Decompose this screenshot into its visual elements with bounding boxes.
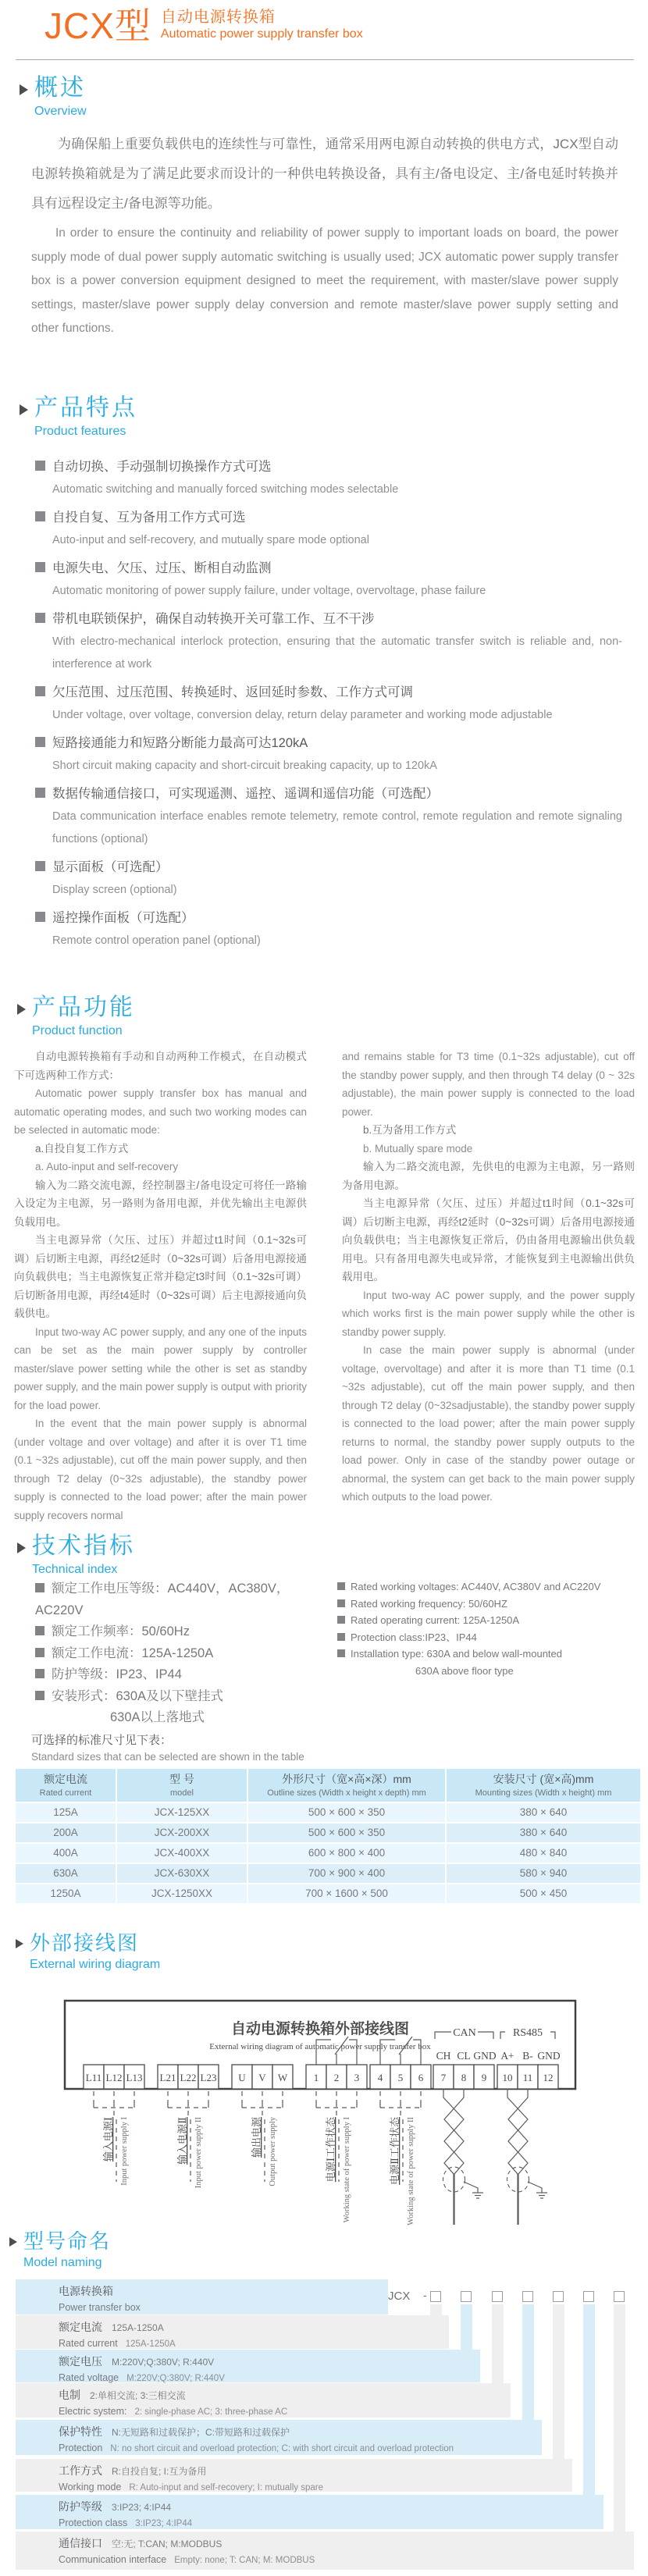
signal-label: CH xyxy=(436,2050,451,2062)
feature-cn: 带机电联锁保护，确保自动转换开关可靠工作、互不干涉 xyxy=(52,612,375,626)
model-code-box xyxy=(583,2291,594,2302)
heading-cn: 概述 xyxy=(34,75,86,101)
naming-row xyxy=(16,2495,603,2529)
function-paragraph: 当主电源异常（欠压、过压）并超过t1时间（0.1~32s可调）后切断主电源，再经t2延时（0~32s可调）后备用电源接通向负载供电；当主电源恢复正常后，仍由备用电源输出供负载用电。只有备用电源失电或异常，才能恢复到主电源输出供负载用电。 xyxy=(342,1197,635,1283)
can-bracket xyxy=(435,2027,493,2039)
naming-code-strip xyxy=(614,2304,625,2532)
table-row: 125A JCX-125XX 500 × 600 × 350 380 × 640 xyxy=(16,1803,640,1822)
section-marker-icon xyxy=(16,1939,23,1948)
tech-item: 防护等级：IP23、IP44 xyxy=(35,1664,324,1686)
product-title-en: Automatic power supply transfer box xyxy=(160,27,363,41)
heading-cn: 产品特点 xyxy=(34,395,137,421)
bullet-square-icon xyxy=(337,1599,345,1607)
feature-item xyxy=(35,906,622,952)
feature-item xyxy=(35,681,622,727)
model-code-dash: - xyxy=(423,2289,427,2301)
naming-value-en: R: Auto-input and self-recovery; I: mutually spare xyxy=(129,2483,324,2492)
heading-en: Model naming xyxy=(23,2256,102,2269)
bullet-square-icon xyxy=(35,511,45,521)
terminal-label: L13 xyxy=(126,2072,143,2083)
terminal-label: L22 xyxy=(180,2072,197,2083)
column-header: 外形尺寸（宽×高×深）mm Outline sizes (Width x height x depth) mm xyxy=(248,1769,445,1802)
terminal-label: W xyxy=(277,2072,288,2083)
table-intro-cn: 可选择的标准尺寸见下表： xyxy=(31,1734,173,1747)
feature-item xyxy=(35,731,622,777)
feature-item xyxy=(35,455,622,501)
bullet-square-icon xyxy=(35,686,45,696)
function-paragraph: 输入为二路交流电源，经控制器主/备电设定可将任一路输入设定为主电源，另一路则为备用电源，并优先输出主电源供负载用电。 xyxy=(14,1179,307,1228)
model-code-box xyxy=(522,2291,533,2302)
feature-cn: 数据传输通信接口，可实现遥测、遥控、遥调和遥信功能（可选配） xyxy=(52,787,439,801)
heading-cn: 型号命名 xyxy=(23,2229,112,2253)
feature-cn: 短路接通能力和短路分断能力最高可达120kA xyxy=(52,736,308,750)
naming-code-strip xyxy=(553,2304,564,2459)
feature-en: Under voltage, over voltage, conversion delay, return delay parameter and working mode adjustable xyxy=(52,709,553,721)
bullet-square-icon xyxy=(35,613,45,623)
group-label-en: Input power supply I xyxy=(120,2117,129,2186)
bullet-square-icon xyxy=(337,1649,345,1657)
tech-item: 额定工作电流：125A-1250A xyxy=(35,1643,324,1665)
wire-group-brackets xyxy=(94,2091,421,2117)
naming-row xyxy=(16,2350,480,2382)
naming-row xyxy=(16,2315,449,2349)
terminal-label: L12 xyxy=(105,2072,123,2083)
group-label-cn: 输入电源Ⅱ xyxy=(176,2117,188,2165)
group-label-en: Output power supply xyxy=(269,2117,277,2186)
naming-label-cn: 通信接口 xyxy=(59,2537,102,2549)
naming-value-cn: 3:IP23; 4:IP44 xyxy=(112,2502,172,2513)
feature-en: Automatic monitoring of power supply failure, under voltage, overvoltage, phase failure xyxy=(52,585,486,597)
naming-code-strip xyxy=(461,2304,472,2350)
bullet-square-icon xyxy=(35,461,45,471)
naming-label-cn: 额定电流 xyxy=(59,2321,102,2333)
naming-row xyxy=(16,2459,572,2492)
feature-en: Remote control operation panel (optional) xyxy=(52,934,261,947)
heading-en: Product function xyxy=(32,1024,123,1037)
terminal-label: L11 xyxy=(85,2072,102,2083)
external-wiring-diagram xyxy=(0,1987,648,2256)
group-label-en: Working state of power supply I xyxy=(343,2117,351,2223)
function-paragraph: a. Auto-input and self-recovery xyxy=(35,1161,179,1172)
can-label: CAN xyxy=(453,2027,476,2039)
naming-label-en: Working mode xyxy=(59,2482,122,2492)
function-paragraph: b. Mutually spare mode xyxy=(363,1142,473,1155)
naming-label-en: Electric system: xyxy=(59,2406,127,2417)
naming-value-en: Empty: none; T: CAN; M: MODBUS xyxy=(174,2556,315,2565)
naming-label-en: Rated voltage xyxy=(59,2372,119,2383)
heading-en: Overview xyxy=(34,105,87,118)
table-row: 200A JCX-200XX 500 × 600 × 350 380 × 640 xyxy=(16,1823,640,1842)
feature-item xyxy=(35,506,622,552)
naming-label-en: Power transfer box xyxy=(59,2302,141,2313)
function-paragraph: and remains stable for T3 time (0.1~32s adjustable), cut off the standby power supply, and then through T4 delay (0 ~ 32s adjustable), the main power supply is connected to the load power. xyxy=(342,1051,635,1118)
column-header: 型 号 model xyxy=(117,1769,247,1802)
function-paragraph: 当主电源异常（欠压、过压）并超过t1时间（0.1~32s可调）后切断主电源，再经t2延时（0~32s可调）后备用电源接通向负载供电；当主电源恢复正常并稳定t3时间（0.1~32s可调）后切断备用电源，再经t4延时（0~32s可调）后主电源接通向负载供电。 xyxy=(14,1234,307,1319)
column-header: 安装尺寸 (宽×高)mm Mounting sizes (Width x height) mm xyxy=(447,1769,640,1802)
group-label-en: Working state of power supply II xyxy=(407,2117,415,2226)
naming-label-en: Protection xyxy=(59,2443,103,2453)
group-label-cn: 电源Ⅱ工作状态 xyxy=(389,2117,401,2185)
twisted-pair-rs485 xyxy=(507,2089,548,2225)
rs485-bracket xyxy=(500,2027,555,2039)
section-marker-icon xyxy=(17,1004,26,1015)
tech-item: 额定工作频率：50/60Hz xyxy=(35,1621,324,1643)
product-title-cn: 自动电源转换箱 xyxy=(160,9,276,26)
tech-item: Rated operating current: 125A-1250A xyxy=(337,1612,634,1629)
heading-en: Product features xyxy=(34,425,126,438)
diagram-title-cn: 自动电源转换箱外部接线图 xyxy=(230,2021,410,2037)
naming-label-en: Communication interface xyxy=(59,2554,167,2565)
terminal-label: L21 xyxy=(159,2072,176,2083)
title-divider xyxy=(16,59,634,60)
naming-label-cn: 额定电压 xyxy=(59,2355,102,2368)
section-heading-overview xyxy=(20,75,87,120)
section-heading-wiring xyxy=(16,1931,160,1973)
table-intro-en: Standard sizes that can be selected are shown in the table xyxy=(31,1751,304,1763)
bullet-square-icon xyxy=(337,1633,345,1641)
naming-value-cn: 2:单相交流; 3:三相交流 xyxy=(90,2390,186,2401)
terminal-label: 11 xyxy=(522,2072,533,2083)
product-model-title: JCX型 xyxy=(45,5,151,46)
terminal-label: 3 xyxy=(354,2072,360,2083)
tech-item: Protection class:IP23、IP44 xyxy=(337,1629,634,1646)
model-code-prefix: JCX xyxy=(388,2290,411,2303)
feature-list xyxy=(35,455,622,957)
bullet-square-icon xyxy=(35,1626,45,1635)
feature-en: Data communication interface enables remote telemetry, remote control, remote regulation and remote signaling functions (optional) xyxy=(52,810,622,845)
bullet-square-icon xyxy=(35,1691,45,1700)
feature-cn: 自投自复、互为备用工作方式可选 xyxy=(52,511,246,525)
page-title xyxy=(45,5,363,46)
group-label-cn: 电源Ⅰ工作状态 xyxy=(325,2117,336,2183)
terminal-label: U xyxy=(238,2072,246,2083)
naming-label-cn: 防护等级 xyxy=(59,2500,102,2513)
feature-item xyxy=(35,557,622,603)
terminal-label: L23 xyxy=(200,2072,217,2083)
feature-en: Automatic switching and manually forced switching modes selectable xyxy=(52,483,399,496)
bullet-square-icon xyxy=(35,562,45,572)
function-column-right xyxy=(342,1048,635,1507)
heading-cn: 外部接线图 xyxy=(30,1931,140,1955)
naming-label-cn: 工作方式 xyxy=(59,2464,102,2477)
bullet-square-icon xyxy=(35,788,45,798)
section-marker-icon xyxy=(20,404,28,415)
feature-en: Short circuit making capacity and short-circuit breaking capacity, up to 120kA xyxy=(52,760,437,772)
section-heading-features xyxy=(20,395,137,440)
terminal-label: 9 xyxy=(481,2072,487,2083)
section-marker-icon xyxy=(20,84,28,95)
naming-row xyxy=(16,2279,388,2314)
terminal-label: 2 xyxy=(333,2072,340,2083)
feature-cn: 欠压范围、过压范围、转换延时、返回延时参数、工作方式可调 xyxy=(52,685,413,699)
technical-list-en xyxy=(337,1578,634,1679)
bullet-square-icon xyxy=(337,1616,345,1624)
terminal-label: 1 xyxy=(313,2072,319,2083)
model-code-box xyxy=(461,2291,472,2302)
function-paragraph: In the event that the main power supply is abnormal (under voltage and over voltage) and after it is over T1 time (0.1 ~32s adjustable), cut off the main power supply, and then through T2 delay (0~32s adjustable), the standby power supply is connected to the load power; after the main power supply recovers normal xyxy=(14,1418,307,1521)
terminal-label: 12 xyxy=(543,2072,554,2083)
signal-label: CL xyxy=(457,2050,471,2062)
bullet-square-icon xyxy=(35,861,45,871)
table-row: 400A JCX-400XX 600 × 800 × 400 480 × 840 xyxy=(16,1844,640,1863)
heading-en: External wiring diagram xyxy=(30,1958,161,1971)
overview-paragraph-cn: 为确保船上重要负载供电的连续性与可靠性，通常采用两电源自动转换的供电方式，JCX型自动电源转换箱就是为了满足此要求而设计的一种供电转换设备，具有主/备电设定、主/备电延时转换并具有远程设定主/备电源等功能。 xyxy=(31,137,618,211)
naming-code-strip xyxy=(492,2304,504,2383)
section-heading-technical xyxy=(17,1533,135,1578)
bullet-square-icon xyxy=(35,1648,45,1657)
naming-value-cn: 125A-1250A xyxy=(112,2322,164,2333)
bullet-square-icon xyxy=(35,737,45,747)
model-code-box xyxy=(553,2291,564,2302)
terminal-label: 10 xyxy=(502,2072,513,2083)
naming-label-cn: 电制 xyxy=(59,2389,80,2401)
feature-en: With electro-mechanical interlock protection, ensuring that the automatic transfer switch is reliable and, non-interference at work xyxy=(52,635,622,671)
table-header-row xyxy=(16,1769,640,1802)
signal-label: GND xyxy=(537,2050,561,2062)
naming-code-strip xyxy=(430,2304,442,2315)
rs485-label: RS485 xyxy=(512,2027,543,2039)
standard-sizes-table xyxy=(16,1769,640,1905)
naming-label-cn: 保护特性 xyxy=(59,2425,102,2438)
bullet-square-icon xyxy=(35,912,45,922)
wire-group-labels xyxy=(102,2116,415,2226)
terminal-blocks xyxy=(84,2065,558,2089)
tech-item-continuation: 630A以上落地式 xyxy=(110,1710,205,1724)
tech-item: 额定工作电压等级：AC440V，AC380V，AC220V xyxy=(35,1582,290,1617)
naming-code-strip xyxy=(522,2304,534,2420)
function-paragraph: 输入为二路交流电源，先供电的电源为主电源，另一路则为备用电源。 xyxy=(342,1161,635,1191)
heading-en: Technical index xyxy=(32,1563,118,1576)
section-heading-function xyxy=(17,994,135,1040)
tech-item-continuation: 630A above floor type xyxy=(415,1664,514,1677)
overview-paragraph-en: In order to ensure the continuity and reliability of power supply to important loads on board, the power supply mode of dual power supply automatic switching is usually used; JCX automatic power supply transfer box is a power conversion equipment designed to meet the requirement, with master/slave power supply settings, master/slave power supply delay conversion and remote master/slave power supply setting and other functions. xyxy=(31,226,618,335)
function-paragraph: In case the main power supply is abnormal (under voltage, overvoltage) and after it is more than T1 time (0.1 ~32s adjustable), cut off the main power supply, and then through T2 delay (0~32sadjustable), the standby power supply is connected to the load power; after the main power supply returns to normal, the standby power supply outputs to the load power. Only in case of the standby power outage or abnormal, the system can get back to the main power supply which outputs to the load power. xyxy=(342,1344,635,1503)
group-label-cn: 输出电源 xyxy=(251,2117,262,2158)
naming-value-en: M:220V;Q:380V; R:440V xyxy=(126,2374,225,2383)
section-heading-naming xyxy=(9,2229,111,2272)
terminal-label: V xyxy=(258,2072,266,2083)
feature-item xyxy=(35,607,622,676)
naming-row xyxy=(16,2532,634,2570)
group-label-en: Input power supply II xyxy=(194,2117,203,2189)
tech-item: Rated working frequency: 50/60HZ xyxy=(337,1596,634,1613)
table-row: 630A JCX-630XX 700 × 900 × 400 580 × 940 xyxy=(16,1864,640,1883)
heading-cn: 产品功能 xyxy=(32,994,135,1020)
function-paragraph: Automatic power supply transfer box has manual and automatic operating modes, and such two working modes can be selected in automatic mode: xyxy=(14,1087,307,1136)
twisted-pair-can xyxy=(443,2089,484,2225)
model-code-box xyxy=(492,2291,503,2302)
table-row: 1250A JCX-1250XX 700 × 1600 × 500 500 × 450 xyxy=(16,1884,640,1903)
naming-value-en: N: no short circuit and overload protection; C: with short circuit and overload protection xyxy=(110,2444,454,2453)
signal-label: A+ xyxy=(500,2050,514,2062)
terminal-label: 7 xyxy=(440,2072,447,2083)
naming-value-en: 125A-1250A xyxy=(125,2339,176,2349)
naming-value-cn: M:220V;Q:380V; R:440V xyxy=(112,2357,215,2368)
feature-cn: 电源失电、欠压、过压、断相自动监测 xyxy=(52,561,272,575)
terminal-label: 6 xyxy=(418,2072,424,2083)
model-code-box xyxy=(614,2291,625,2302)
function-paragraph: a.自投自复工作方式 xyxy=(35,1142,129,1155)
function-paragraph: 自动电源转换箱有手动和自动两种工作模式，在自动模式下可选两种工作方式： xyxy=(14,1051,307,1081)
feature-cn: 遥控操作面板（可选配） xyxy=(52,911,194,925)
tech-item: 安装形式：630A及以下壁挂式 xyxy=(35,1686,324,1708)
model-code-box xyxy=(430,2291,441,2302)
naming-value-en: 2: single-phase AC; 3: three-phase AC xyxy=(134,2407,288,2417)
technical-list-cn xyxy=(35,1578,324,1729)
feature-item xyxy=(35,782,622,851)
naming-row xyxy=(16,2420,542,2455)
naming-value-en: 3:IP23; 4:IP44 xyxy=(135,2519,193,2528)
section-marker-icon xyxy=(9,2237,17,2247)
naming-value-cn: N:无短路和过载保护；C:带短路和过载保护 xyxy=(112,2427,290,2438)
signal-label: B- xyxy=(522,2050,533,2062)
bullet-square-icon xyxy=(35,1669,45,1678)
naming-label-en: Protection class xyxy=(59,2517,128,2528)
terminal-label: 8 xyxy=(461,2072,467,2083)
naming-value-cn: R:自投自复; I:互为备用 xyxy=(112,2466,207,2477)
signal-label: GND xyxy=(473,2050,497,2062)
tech-item: Installation type: 630A and below wall-mounted xyxy=(337,1646,634,1663)
feature-cn: 自动切换、手动强制切换操作方式可选 xyxy=(52,460,272,474)
tech-item: Rated working voltages: AC440V, AC380V and AC220V xyxy=(337,1578,634,1596)
diagram-title-en: External wiring diagram of automatic power supply transfer box xyxy=(209,2042,431,2051)
function-column-left xyxy=(14,1048,307,1525)
bullet-square-icon xyxy=(337,1582,345,1590)
naming-value-cn: 空:无; T:CAN; M:MODBUS xyxy=(112,2539,223,2549)
heading-cn: 技术指标 xyxy=(32,1533,135,1559)
function-paragraph: b.互为备用工作方式 xyxy=(363,1124,457,1136)
feature-en: Auto-input and self-recovery, and mutually spare mode optional xyxy=(52,534,369,546)
naming-label-cn: 电源转换箱 xyxy=(59,2285,113,2297)
column-header: 额定电流 Rated current xyxy=(16,1769,116,1802)
naming-label-en: Rated current xyxy=(59,2338,118,2349)
feature-cn: 显示面板（可选配） xyxy=(52,860,169,874)
naming-code-strip xyxy=(583,2304,595,2495)
feature-en: Display screen (optional) xyxy=(52,884,177,896)
group-label-cn: 输入电源Ⅰ xyxy=(102,2117,114,2162)
feature-item xyxy=(35,856,622,902)
function-paragraph: Input two-way AC power supply, and any one of the inputs can be set as the main power supply by controller master/slave power setting while the other is set as standby power supply, and the main power supply is output with priority for the load power. xyxy=(14,1325,307,1411)
function-paragraph: Input two-way AC power supply, and the power supply which works first is the main power supply while the other is standby power supply. xyxy=(342,1289,635,1338)
terminal-label: 4 xyxy=(377,2072,383,2083)
naming-row xyxy=(16,2383,511,2418)
terminal-label: 5 xyxy=(397,2072,404,2083)
section-marker-icon xyxy=(17,1542,26,1553)
bullet-square-icon xyxy=(35,1583,45,1592)
